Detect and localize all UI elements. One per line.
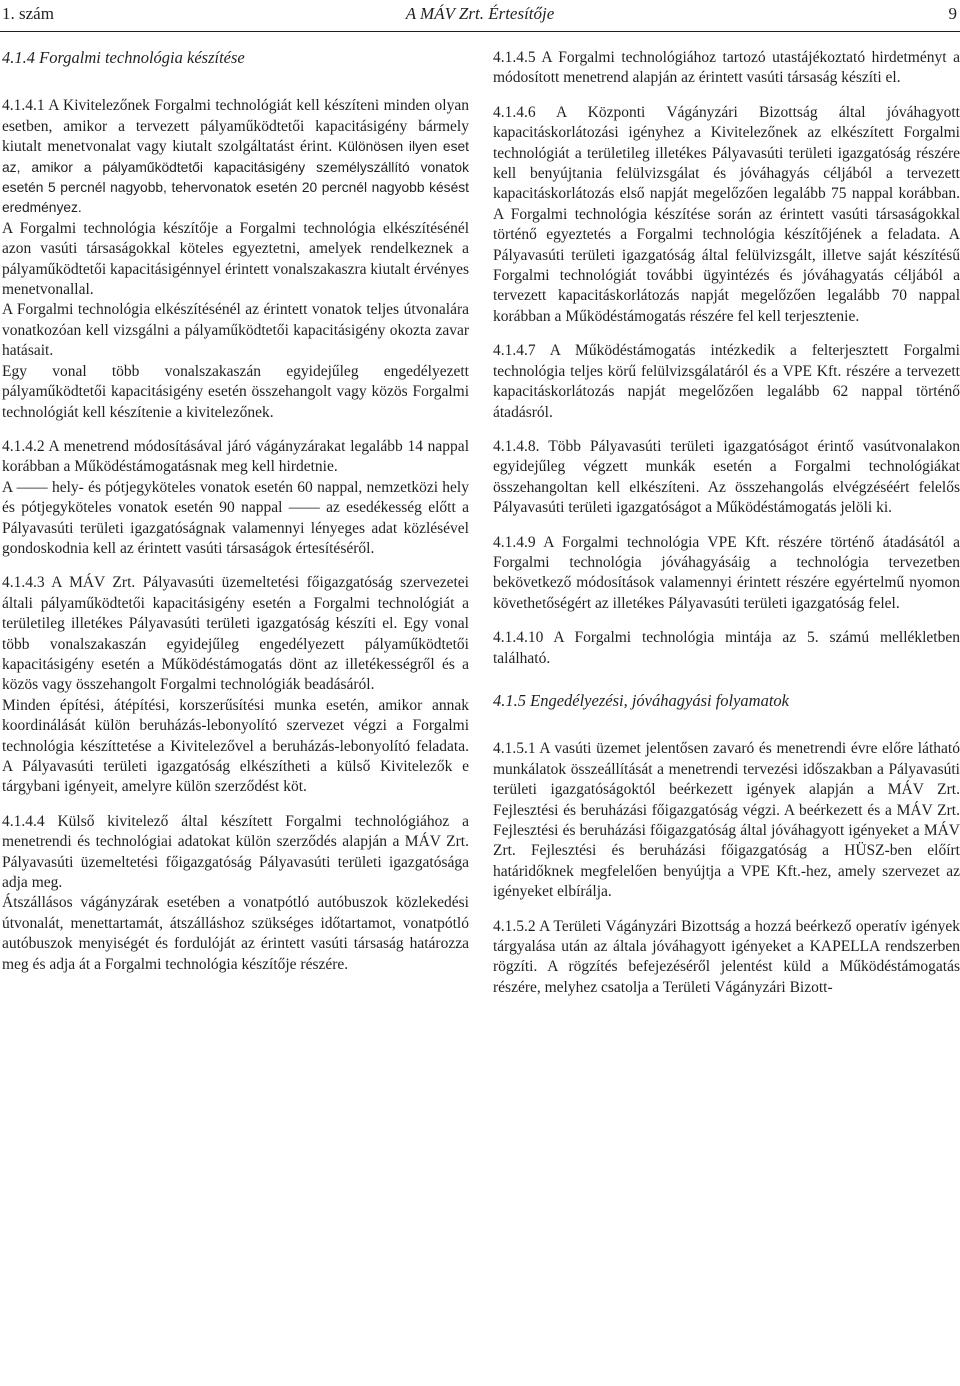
section-4-1-4-4 bbox=[2, 812, 469, 975]
section-4-1-5-2 bbox=[493, 917, 960, 999]
paragraph: Átszállásos vágányzárak esetében a vonatpótló autóbuszok közlekedési útvonalát, menettartamát, átszálláshoz szükséges időtartamot, vonatpótló autóbuszok menyiségét és fordulóját az érintett vasúti társaság határozza meg és adja át a Forgalmi technológia készítője részére. bbox=[2, 894, 469, 973]
paragraph-text: Különösen ilyen eset az, amikor a pályaműködtetői kapacitásigény személyszállító vonatok esetén 5 percnél nagyobb, tehervonatok esetén 20 percnél nagyobb késést eredményez. bbox=[2, 139, 469, 216]
paragraph-text: A Kivitelezőnek Forgalmi technológiát kell készíteni minden olyan esetben, amikor a tervezett pályaműködtetői kapacitásigény bármely kiutalt menetvonalat vagy kiutalt szolgáltatást érint. bbox=[2, 97, 469, 156]
section-heading-4-1-5: 4.1.5 Engedélyezési, jóváhagyási folyamatok bbox=[493, 690, 790, 710]
paragraph-text: Külső kivitelező által készített Forgalmi technológiához a menetrendi és technológiai adatokat külön szerződés alapján a MÁV Zrt. Pályavasúti üzemeltetési főigazgatóság Pályavasúti területi igazgatósága adja meg. bbox=[2, 812, 469, 892]
paragraph-text: A Központi Vágányzári Bizottság által jóváhagyott kapacitáskorlátozási igényhez a Kivitelezőnek az elkészített Forgalmi technológiát a területileg illetékes Pályavasúti területi igazgatóság részére kell benyújtania felülvizsgálat és jóváhagyás céljából a tervezett kapacitáskorlátozás első napját megelőzően legalább 75 nappal korábban. A Forgalmi technológia készítése során az érintett vasúti társaságokkal történő egyeztetés a Forgalmi technológia készítőjének a feladata. A Pályavasúti területi igazgatóság által felülvizsgált, illetve saját készítésű Forgalmi technológiát további ügyintézés és jóváhagyatás céljából a tervezett kapacitáskorlátozás napját megelőzően legalább 70 nappal korábban a Működéstámogatás részére fel kell terjesztenie. bbox=[493, 103, 960, 325]
paragraph-text: A Forgalmi technológia VPE Kft. részére történő átadásától a Forgalmi technológia jóváhagyásáig a technológia tervezetben bekövetkező módosítások valamennyi érintett részére egyértelmű nyomon követhetőségért az illetékes Pályavasúti területi igazgatóság felel. bbox=[493, 533, 960, 612]
section-4-1-4-6 bbox=[493, 103, 960, 327]
paragraph bbox=[493, 917, 960, 999]
paragraph: A —— hely- és pótjegyköteles vonatok esetén 60 nappal, nemzetközi hely és pótjegyköteles vonatok esetén 90 nappal —— az esedékesség előtt a Pályavasúti területi igazgatóságnak valamennyi lényeges adat közlésével gondoskodnia kell az érintett vasúti társaságok értesítéséről. bbox=[2, 478, 469, 557]
paragraph: A Forgalmi technológia elkészítésénél az érintett vonatok teljes útvonalára vonatkozóan kell vizsgálni a pályaműködtetői kapacitásigény okozta zavar hatásait. bbox=[2, 301, 469, 360]
section-number: 4.1.5.1 bbox=[493, 740, 536, 758]
paragraph bbox=[2, 96, 469, 218]
left-column bbox=[2, 48, 469, 1384]
section-number: 4.1.4.9 bbox=[493, 533, 536, 551]
paragraph-text: A vasúti üzemet jelentősen zavaró és menetrendi évre előre látható munkálatok összeállítását a menetrendi tervezési időszakban a Pályavasúti területi igazgatóságoktól beérkezett igények alapján a MÁV Zrt. Fejlesztési és beruházási főigazgatóság végzi. A beérkezett és a MÁV Zrt. Fejlesztési és beruházási főigazgatóság által jóváhagyott igényeket a MÁV Zrt. Fejlesztési és beruházási főigazgatóság a HÜSZ-ben előírt határidőknek megfelelően benyújtja a VPE Kft.-hez, amely szervezet az igényeket elbírálja. bbox=[493, 740, 960, 901]
paragraph: A Forgalmi technológia készítője a Forgalmi technológia elkészítésénél azon vasúti társaságokkal köteles egyeztetni, amelyek rendelkeznek a pályaműködtetői kapacitásigénnyel érintett vonalszakaszra kiutalt érvényes menetvonallal. bbox=[2, 219, 469, 299]
right-column bbox=[493, 48, 960, 1384]
section-4-1-5-1 bbox=[493, 739, 960, 902]
paragraph bbox=[493, 739, 960, 902]
section-4-1-4-5 bbox=[493, 48, 960, 89]
paragraph bbox=[2, 812, 469, 894]
paragraph-text: A Működéstámogatás intézkedik a felterjesztett Forgalmi technológia teljes körű felülvizsgálatáról és a VPE Kft. részére a tervezett kapacitáskorlátozás napját megelőzően legalább 62 nappal történő átadásról. bbox=[493, 342, 960, 421]
section-4-1-4-9 bbox=[493, 533, 960, 615]
section-4-1-4-3 bbox=[2, 573, 469, 797]
section-4-1-4-2 bbox=[2, 437, 469, 559]
paragraph bbox=[493, 533, 960, 615]
section-4-1-4-1 bbox=[2, 96, 469, 423]
section-number: 4.1.4.2 bbox=[2, 437, 45, 455]
section-number: 4.1.4.7 bbox=[493, 342, 536, 360]
paragraph-text: A Forgalmi technológiához tartozó utastájékoztató hirdetményt a módosított menetrend alapján az érintett vasúti társaság készíti el. bbox=[493, 49, 960, 87]
paragraph bbox=[2, 573, 469, 695]
section-number: 4.1.4.6 bbox=[493, 103, 536, 121]
section-number: 4.1.5.2 bbox=[493, 917, 536, 935]
paragraph-text: A Forgalmi technológia mintája az 5. számú mellékletben található. bbox=[493, 629, 960, 667]
paragraph: Minden építési, átépítési, korszerűsítési munka esetén, amikor annak koordinálását külön beruházás-lebonyolító szervezet végzi a Forgalmi technológia készíttetése a Kivitelezővel a beruházás-lebonyolító feladata. A Pályavasúti területi igazgatóság elkészítheti a külső Kivitelezők e tárgybani igényeit, amelyre külön szerződést köt. bbox=[2, 696, 469, 796]
section-number: 4.1.4.10 bbox=[493, 629, 544, 647]
paragraph bbox=[493, 103, 960, 327]
publication-title: A MÁV Zrt. Értesítője bbox=[405, 4, 555, 23]
section-heading-4-1-4: 4.1.4 Forgalmi technológia készítése bbox=[2, 48, 245, 67]
paragraph bbox=[493, 341, 960, 423]
paragraph: Egy vonal több vonalszakaszán egyidejűleg engedélyezett pályaműködtetői kapacitásigény esetén összehangolt vagy közös Forgalmi technológiát kell készítenie a kivitelezőnek. bbox=[2, 362, 469, 421]
issue-number: 1. szám bbox=[2, 4, 54, 23]
section-number: 4.1.4.4 bbox=[2, 812, 45, 830]
section-4-1-4-10 bbox=[493, 628, 960, 669]
section-number: 4.1.4.8. bbox=[493, 437, 540, 455]
page-number: 9 bbox=[948, 4, 957, 23]
paragraph bbox=[493, 628, 960, 669]
section-number: 4.1.4.3 bbox=[2, 574, 45, 592]
section-number: 4.1.4.1 bbox=[2, 97, 45, 115]
paragraph-text: A menetrend módosításával járó vágányzárakat legalább 14 nappal korábban a Működéstámogatásnak meg kell hirdetnie. bbox=[2, 437, 469, 476]
paragraph bbox=[493, 48, 960, 89]
section-number: 4.1.4.5 bbox=[493, 49, 536, 66]
paragraph-text: Több Pályavasúti területi igazgatóságot érintő vasútvonalakon egyidejűleg végzett munkák esetén a Forgalmi technológiákat összehangoltan kell elkészíteni. Az összehangolás elvégzéséért felelős Pályavasúti területi igazgatóságot a Működéstámogatás jelöli ki. bbox=[493, 437, 960, 517]
paragraph bbox=[2, 437, 469, 478]
paragraph-text: A MÁV Zrt. Pályavasúti üzemeltetési főigazgatóság szervezetei általi pályaműködtetői kapacitásigény esetén a Forgalmi technológiát a területileg illetékes Pályavasúti területi igazgatóság készíti el. Egy vonal több vonalszakaszán egyidejűleg engedélyezett pályaműködtetői kapacitásigény esetén a Működéstámogatás dönt az illetékességről és a közös vagy összehangolt Forgalmi technológiák beadásáról. bbox=[2, 574, 469, 694]
page-header bbox=[0, 4, 960, 28]
header-rule bbox=[0, 31, 960, 32]
section-4-1-4-8 bbox=[493, 437, 960, 519]
paragraph-text: A Területi Vágányzári Bizottság a hozzá beérkező operatív igények tárgyalása után az általa jóváhagyott igényeket a KAPELLA rendszerben rögzíti. A rögzítés befejezéséről jelentést küld a Működéstámogatás részére, melyhez csatolja a Területi Vágányzári Bizott- bbox=[493, 917, 960, 996]
section-4-1-4-7 bbox=[493, 341, 960, 423]
paragraph bbox=[493, 437, 960, 519]
